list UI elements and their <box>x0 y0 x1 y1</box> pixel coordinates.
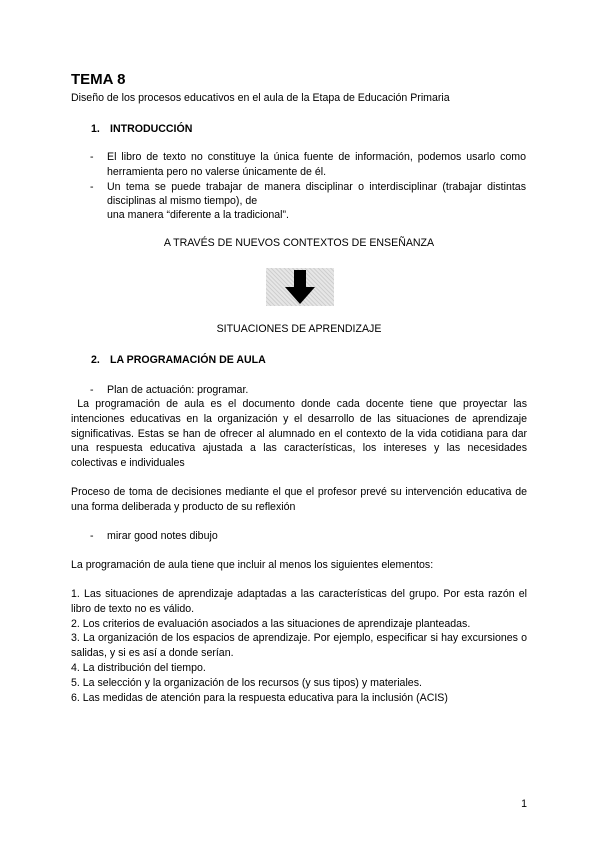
paragraph-elementos-intro: La programación de aula tiene que incluir al menos los siguientes elementos: <box>71 559 434 571</box>
list-item <box>90 150 526 180</box>
list-item: 5. La selección y la organización de los recursos (y sus tipos) y materiales. <box>71 676 422 689</box>
list-item <box>90 180 526 210</box>
page-subtitle: Diseño de los procesos educativos en el aula de la Etapa de Educación Primaria <box>71 92 450 104</box>
section-title: INTRODUCCIÓN <box>110 123 193 135</box>
page-number: 1 <box>521 798 527 810</box>
list-item: 1. Las situaciones de aprendizaje adaptadas a las características del grupo. Por esta razón el libro de texto no es válido. <box>71 588 527 615</box>
intro-bullet-list <box>90 150 526 209</box>
list-item: 2. Los criterios de evaluación asociados a las situaciones de aprendizaje planteadas. <box>71 617 471 630</box>
page-title: TEMA 8 <box>71 71 126 88</box>
section-heading-programacion <box>91 353 266 367</box>
plan-bullet-list <box>90 383 526 398</box>
list-item <box>90 383 526 398</box>
list-item: 4. La distribución del tiempo. <box>71 661 206 674</box>
bullet-dash: - <box>90 384 94 396</box>
bullet-text: El libro de texto no constituye la única fuente de información, podemos usarlo como herramienta pero no valerse únicamente de él. <box>107 151 526 178</box>
bullet-dash: - <box>90 180 94 193</box>
section-number: 2. <box>91 354 100 366</box>
section-number: 1. <box>91 123 100 135</box>
bullet-text: mirar good notes dibujo <box>107 530 218 542</box>
paragraph-proceso: Proceso de toma de decisiones mediante el que el profesor prevé su intervención educativa de una forma deliberada y producto de su reflexión <box>71 486 527 513</box>
elements-list <box>71 587 527 705</box>
list-item: 3. La organización de los espacios de aprendizaje. Por ejemplo, especificar si hay excursiones o salidas, y si es así a donde serían. <box>71 632 527 660</box>
bullet-dash: - <box>90 530 94 542</box>
down-arrow-icon <box>266 268 334 306</box>
section-title: LA PROGRAMACIÓN DE AULA <box>110 354 266 366</box>
list-item: 6. Las medidas de atención para la respuesta educativa para la inclusión (ACIS) <box>71 691 448 704</box>
centered-caption-bottom: SITUACIONES DE APRENDIZAJE <box>216 323 382 335</box>
list-item <box>90 529 526 544</box>
bullet-continuation: una manera “diferente a la tradicional”. <box>107 209 289 221</box>
bullet-text: Plan de actuación: programar. <box>107 384 249 396</box>
paragraph-text: La programación de aula es el documento donde cada docente tiene que proyectar las intenciones educativas en la organización y el desarrollo de las situaciones de aprendizaje significativas. Estas se han de ofrecer al alumnado en el contexto de la vida cotidiana para dar una respuesta educativa ajustada a las características, los intereses y las necesidades colectivas e individuales <box>71 398 527 470</box>
bullet-dash: - <box>90 151 94 163</box>
bullet-text: Un tema se puede trabajar de manera disciplinar o interdisciplinar (trabajar distintas disciplinas al mismo tiempo), de <box>107 180 526 208</box>
note-bullet-list <box>90 529 526 544</box>
centered-caption-top: A TRAVÉS DE NUEVOS CONTEXTOS DE ENSEÑANZA <box>163 237 435 249</box>
arrow-graphic <box>266 268 334 306</box>
paragraph-programacion <box>71 397 527 471</box>
section-heading-introduccion <box>91 122 192 136</box>
